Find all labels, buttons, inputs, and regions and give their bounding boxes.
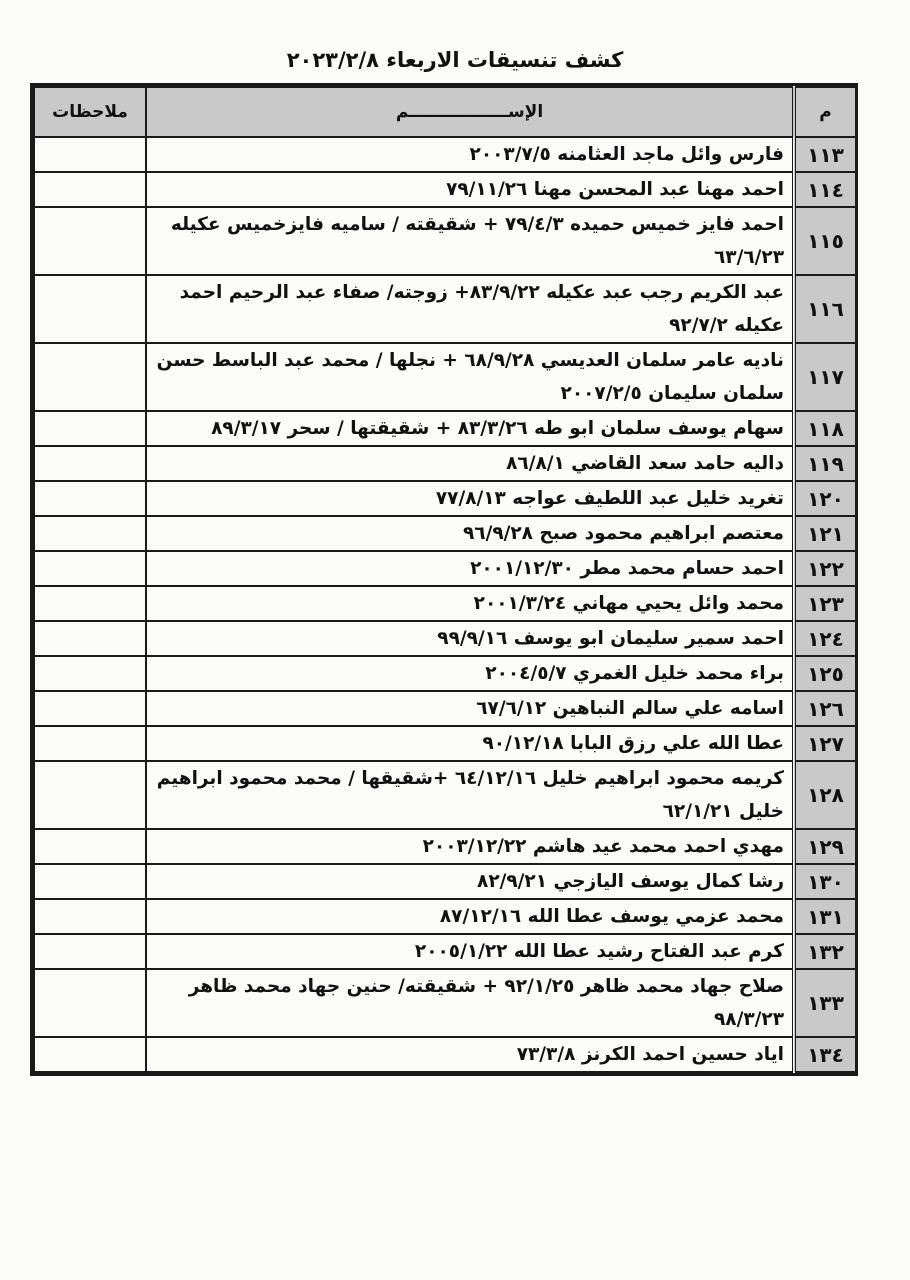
row-name: اياد حسين احمد الكرنز ٧٣/٣/٨ (146, 1037, 794, 1072)
row-notes (34, 899, 146, 934)
row-notes (34, 172, 146, 207)
table-row (34, 481, 856, 516)
row-name: معتصم ابراهيم محمود صبح ٩٦/٩/٢٨ (146, 516, 794, 551)
table-row (34, 969, 856, 1037)
row-name: احمد سمير سليمان ابو يوسف ٩٩/٩/١٦ (146, 621, 794, 656)
row-notes (34, 656, 146, 691)
row-notes (34, 1037, 146, 1072)
row-name: تغريد خليل عبد اللطيف عواجه ٧٧/٨/١٣ (146, 481, 794, 516)
row-name: احمد مهنا عبد المحسن مهنا ٧٩/١١/٢٦ (146, 172, 794, 207)
table-row (34, 691, 856, 726)
table-row (34, 899, 856, 934)
row-number: ١٢٠ (794, 481, 856, 516)
row-notes (34, 516, 146, 551)
row-number: ١٢٣ (794, 586, 856, 621)
row-name: عطا الله علي رزق البابا ٩٠/١٢/١٨ (146, 726, 794, 761)
row-name: اسامه علي سالم النباهين ٦٧/٦/١٢ (146, 691, 794, 726)
row-number: ١٢٨ (794, 761, 856, 829)
table-row (34, 137, 856, 172)
row-number: ١١٥ (794, 207, 856, 275)
row-number: ١٣١ (794, 899, 856, 934)
row-name: صلاح جهاد محمد ظاهر ٩٢/١/٢٥ + شقيقته/ حنين جهاد محمد ظاهر ٩٨/٣/٢٣ (146, 969, 794, 1037)
table-row (34, 275, 856, 343)
table-row (34, 726, 856, 761)
row-name: عبد الكريم رجب عبد عكيله ٨٣/٩/٢٢+ زوجته/ صفاء عبد الرحيم احمد عكيله ٩٢/٧/٢ (146, 275, 794, 343)
row-number: ١١٧ (794, 343, 856, 411)
row-notes (34, 691, 146, 726)
row-number: ١١٦ (794, 275, 856, 343)
table-row (34, 586, 856, 621)
row-name: داليه حامد سعد القاضي ٨٦/٨/١ (146, 446, 794, 481)
row-number: ١٢٧ (794, 726, 856, 761)
row-number: ١١٤ (794, 172, 856, 207)
roster-table-frame (30, 83, 858, 1076)
row-number: ١٣٠ (794, 864, 856, 899)
row-name: فارس وائل ماجد العثامنه ٢٠٠٣/٧/٥ (146, 137, 794, 172)
table-row (34, 621, 856, 656)
row-number: ١٣٤ (794, 1037, 856, 1072)
table-row (34, 343, 856, 411)
row-number: ١٢٢ (794, 551, 856, 586)
row-name: احمد حسام محمد مطر ٢٠٠١/١٢/٣٠ (146, 551, 794, 586)
row-name: ناديه عامر سلمان العديسي ٦٨/٩/٢٨ + نجلها / محمد عبد الباسط حسن سلمان سليمان ٢٠٠٧/٢/٥ (146, 343, 794, 411)
roster-table (33, 86, 857, 1073)
table-row (34, 516, 856, 551)
row-notes (34, 726, 146, 761)
row-notes (34, 411, 146, 446)
page-title: كشف تنسيقات الاربعاء ٢٠٢٣/٢/٨ (286, 48, 624, 72)
table-row (34, 411, 856, 446)
row-notes (34, 137, 146, 172)
row-name: براء محمد خليل الغمري ٢٠٠٤/٥/٧ (146, 656, 794, 691)
row-name: كرم عبد الفتاح رشيد عطا الله ٢٠٠٥/١/٢٢ (146, 934, 794, 969)
row-number: ١١٣ (794, 137, 856, 172)
row-number: ١٢٦ (794, 691, 856, 726)
header-notes: ملاحظات (34, 87, 146, 137)
row-notes (34, 586, 146, 621)
row-number: ١٣٣ (794, 969, 856, 1037)
row-name: احمد فايز خميس حميده ٧٩/٤/٣ + شقيقته / ساميه فايزخميس عكيله ٦٣/٦/٢٣ (146, 207, 794, 275)
row-number: ١٢٩ (794, 829, 856, 864)
table-row (34, 551, 856, 586)
header-number: م (794, 87, 856, 137)
row-notes (34, 829, 146, 864)
table-row (34, 864, 856, 899)
header-name: الإســـــــــــــــــم (146, 87, 794, 137)
row-name: محمد عزمي يوسف عطا الله ٨٧/١٢/١٦ (146, 899, 794, 934)
row-notes (34, 621, 146, 656)
row-name: رشا كمال يوسف اليازجي ٨٢/٩/٢١ (146, 864, 794, 899)
row-number: ١٣٢ (794, 934, 856, 969)
table-row (34, 1037, 856, 1072)
row-notes (34, 481, 146, 516)
row-notes (34, 969, 146, 1037)
row-notes (34, 343, 146, 411)
row-number: ١٢٥ (794, 656, 856, 691)
row-name: سهام يوسف سلمان ابو طه ٨٣/٣/٢٦ + شقيقتها / سحر ٨٩/٣/١٧ (146, 411, 794, 446)
row-notes (34, 934, 146, 969)
table-row (34, 934, 856, 969)
row-name: كريمه محمود ابراهيم خليل ٦٤/١٢/١٦ +شقيقها / محمد محمود ابراهيم خليل ٦٢/١/٢١ (146, 761, 794, 829)
table-row (34, 446, 856, 481)
table-header-row (34, 87, 856, 137)
row-notes (34, 551, 146, 586)
row-notes (34, 864, 146, 899)
table-row (34, 656, 856, 691)
row-name: محمد وائل يحيي مهاني ٢٠٠١/٣/٢٤ (146, 586, 794, 621)
row-notes (34, 761, 146, 829)
row-number: ١٢١ (794, 516, 856, 551)
table-row (34, 829, 856, 864)
row-number: ١٢٤ (794, 621, 856, 656)
row-name: مهدي احمد محمد عيد هاشم ٢٠٠٣/١٢/٢٢ (146, 829, 794, 864)
row-notes (34, 207, 146, 275)
row-notes (34, 275, 146, 343)
row-number: ١١٩ (794, 446, 856, 481)
row-number: ١١٨ (794, 411, 856, 446)
table-row (34, 207, 856, 275)
row-notes (34, 446, 146, 481)
table-row (34, 172, 856, 207)
table-row (34, 761, 856, 829)
